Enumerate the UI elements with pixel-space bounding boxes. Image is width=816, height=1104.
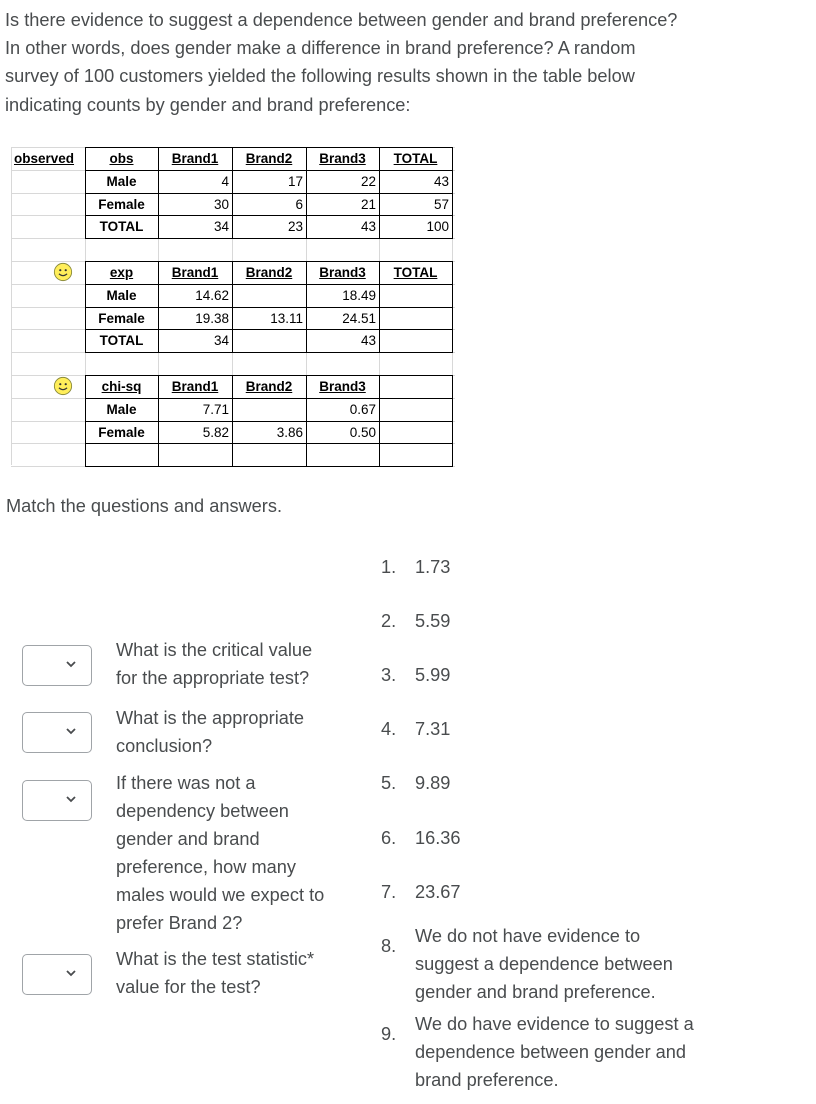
column-header: Brand1	[171, 379, 219, 394]
row-label: Female	[98, 425, 145, 440]
chevron-down-icon	[66, 970, 76, 977]
question-item	[116, 769, 351, 937]
question-line: What is the test statistic*	[116, 949, 315, 969]
table-border	[452, 375, 453, 467]
answer-text	[415, 824, 715, 852]
spreadsheet-image	[11, 147, 455, 465]
intro-line: survey of 100 customers yielded the following results shown in the table below	[5, 66, 635, 87]
answer-line: gender and brand preference.	[415, 982, 656, 1002]
table-border	[85, 352, 453, 353]
table-cell: 18.49	[342, 288, 376, 303]
answer-line: We do not have evidence to	[415, 926, 641, 946]
row-label: Female	[98, 197, 145, 212]
intro-line: Is there evidence to suggest a dependence between gender and brand preference?	[5, 10, 678, 30]
table-border	[85, 466, 453, 467]
table-cell: 43	[360, 219, 376, 234]
table-border	[452, 147, 453, 239]
question-line: If there was not a	[116, 773, 256, 793]
answer-text	[415, 878, 715, 906]
question-line: conclusion?	[116, 736, 213, 756]
table-cell: 7.71	[202, 402, 229, 417]
chevron-down-icon	[66, 661, 76, 668]
column-header: chi-sq	[101, 379, 142, 394]
table-border	[452, 261, 453, 353]
column-header: Brand2	[245, 379, 293, 394]
table-cell: 34	[213, 219, 229, 234]
column-header: Brand2	[245, 265, 293, 280]
answer-number: 5.	[381, 773, 397, 793]
table-cell: 6	[295, 197, 303, 212]
table-cell: 24.51	[342, 311, 376, 326]
row-label: Female	[98, 311, 145, 326]
table-cell: 14.62	[195, 288, 229, 303]
question-line: males would we expect to	[116, 885, 325, 905]
column-header: obs	[109, 151, 134, 166]
question-item	[116, 704, 351, 760]
smiley-icon	[53, 376, 73, 396]
table-cell: 100	[426, 219, 449, 234]
question-line: preference, how many	[116, 857, 296, 877]
table-border	[85, 238, 453, 239]
answer-dropdown-3[interactable]	[22, 780, 92, 821]
row-label: Male	[106, 402, 137, 417]
chevron-down-icon	[66, 728, 76, 735]
row-label: TOTAL	[99, 219, 144, 234]
question-line: value for the test?	[116, 977, 261, 997]
column-header: TOTAL	[393, 151, 438, 166]
answer-number: 3.	[381, 665, 397, 685]
table-cell: 43	[433, 174, 449, 189]
row-label: Male	[106, 174, 137, 189]
table-cell: 17	[287, 174, 303, 189]
column-header: Brand3	[319, 151, 366, 166]
table-cell: 22	[360, 174, 376, 189]
answer-line: 7.31	[415, 719, 451, 739]
question-line: gender and brand	[116, 829, 260, 849]
row-label: Male	[106, 288, 137, 303]
answer-number: 1.	[381, 557, 397, 577]
column-header: Brand1	[171, 265, 219, 280]
answer-text	[415, 1010, 715, 1094]
answer-line: 23.67	[415, 882, 461, 902]
table-cell: 21	[360, 197, 376, 212]
table-cell: 19.38	[195, 311, 229, 326]
chevron-down-icon	[66, 796, 76, 803]
answer-text	[415, 607, 715, 635]
column-header: Brand3	[319, 379, 366, 394]
column-header: Brand1	[171, 151, 219, 166]
question-line: dependency between	[116, 801, 289, 821]
answer-text	[415, 715, 715, 743]
answer-number: 6.	[381, 828, 397, 848]
question-line: for the appropriate test?	[116, 668, 310, 688]
answer-line: 16.36	[415, 828, 461, 848]
answer-line: dependence between gender and	[415, 1042, 687, 1062]
table-cell: 43	[360, 333, 376, 348]
observed-label: observed	[14, 151, 75, 166]
column-header: Brand2	[245, 151, 293, 166]
table-cell: 0.50	[349, 425, 376, 440]
matching-title: Match the questions and answers.	[6, 496, 283, 516]
column-header: Brand3	[319, 265, 366, 280]
answer-dropdown-2[interactable]	[22, 712, 92, 753]
answer-text	[415, 922, 715, 1006]
table-cell: 0.67	[349, 402, 376, 417]
answer-number: 7.	[381, 882, 397, 902]
question-line: prefer Brand 2?	[116, 913, 243, 933]
answer-line: suggest a dependence between	[415, 954, 673, 974]
answer-line: 9.89	[415, 773, 451, 793]
answer-line: brand preference.	[415, 1070, 559, 1090]
table-cell: 3.86	[276, 425, 303, 440]
answer-number: 8.	[381, 936, 397, 956]
table-border	[379, 375, 380, 467]
table-cell: 57	[433, 197, 449, 212]
question-line: What is the appropriate	[116, 708, 305, 728]
answer-text	[415, 769, 715, 797]
table-cell: 34	[213, 333, 229, 348]
answer-line: We do have evidence to suggest a	[415, 1014, 694, 1034]
column-header: exp	[109, 265, 134, 280]
answer-text	[415, 553, 715, 581]
row-label: TOTAL	[99, 333, 144, 348]
table-cell: 13.11	[270, 311, 303, 326]
column-header: TOTAL	[393, 265, 438, 280]
gridline	[11, 147, 12, 465]
answer-text	[415, 661, 715, 689]
answer-dropdown-1[interactable]	[22, 645, 92, 686]
intro-line: In other words, does gender make a difference in brand preference? A random	[5, 38, 636, 59]
table-cell: 30	[213, 197, 229, 212]
question-line: What is the critical value	[116, 640, 313, 660]
answer-number: 4.	[381, 719, 397, 739]
question-item	[116, 945, 351, 1001]
answer-line: 1.73	[415, 557, 451, 577]
table-cell: 5.82	[202, 425, 229, 440]
question-item	[116, 636, 351, 692]
table-cell: 23	[287, 219, 303, 234]
smiley-icon	[53, 262, 73, 282]
answer-line: 5.59	[415, 611, 451, 631]
answer-dropdown-4[interactable]	[22, 954, 92, 995]
intro-line: indicating counts by gender and brand preference:	[5, 94, 411, 115]
answer-number: 9.	[381, 1024, 397, 1044]
table-cell: 4	[221, 174, 229, 189]
answer-line: 5.99	[415, 665, 451, 685]
answer-number: 2.	[381, 611, 397, 631]
question-intro	[5, 6, 805, 119]
